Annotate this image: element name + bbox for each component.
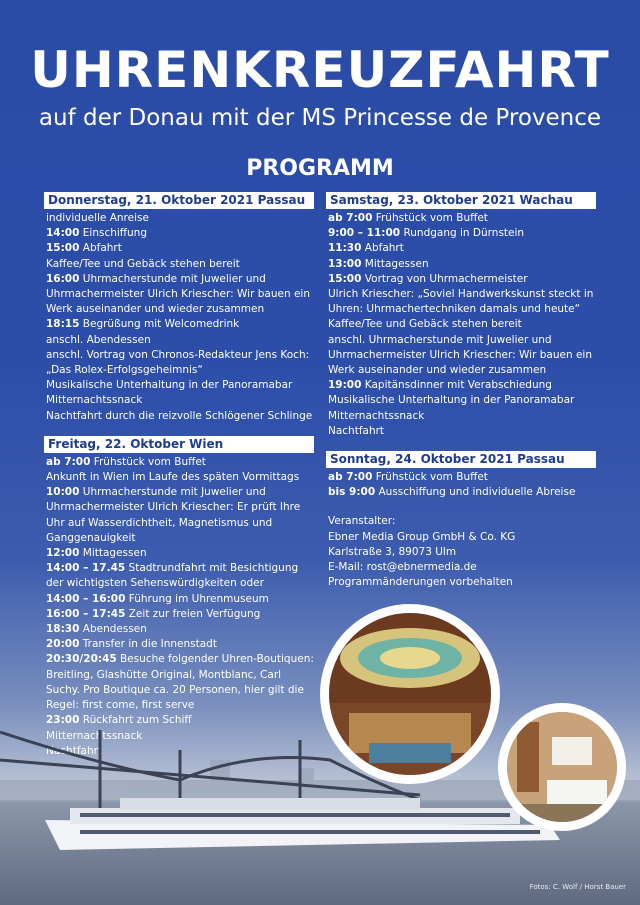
program-text: Mittagessen [79, 547, 147, 560]
program-text: Ankunft in Wien im Laufe des späten Vormittags [46, 471, 300, 484]
program-text: individuelle Anreise [46, 212, 149, 224]
program-item [46, 393, 314, 408]
program-item [328, 333, 596, 379]
program-text: Transfer in die Innenstadt [79, 638, 217, 651]
program-text: Frühstück vom Buffet [372, 212, 488, 224]
program-item [46, 592, 314, 607]
program-item [46, 317, 314, 332]
program-text: Rundgang in Dürnstein [400, 227, 525, 240]
day-block [328, 192, 596, 439]
program-item [46, 455, 314, 470]
program-item [46, 409, 314, 424]
program-item [328, 241, 596, 256]
program-time: 15:00 [328, 272, 362, 285]
right-column [328, 192, 596, 590]
program-text: Kaffee/Tee und Gebäck stehen bereit [328, 318, 522, 331]
program-text: Mitternachtssnack [46, 394, 143, 407]
program-text: Rückfahrt zum Schiff [79, 714, 192, 727]
program-text: Vortrag von Uhrmachermeister [361, 272, 528, 285]
program-item [328, 393, 596, 408]
program-text: Nachtfahrt [328, 424, 385, 437]
organizer-block [328, 514, 596, 590]
program-item [46, 348, 314, 363]
program-text: Mitternachtssnack [46, 729, 143, 742]
program-text: Nachtfahrt [46, 744, 103, 757]
program-time: ab 7:00 [46, 455, 91, 468]
program-text: anschl. Vortrag von Chronos-Redakteur Jens Koch: [46, 348, 310, 361]
program-time: 14:00 – 17.45 [46, 562, 126, 575]
program-item [46, 622, 314, 637]
program-text: Ulrich Kriescher: „Soviel Handwerkskunst steckt in Uhren: Uhrmachertechniken damals und heute“ [328, 288, 594, 316]
program-text: Frühstück vom Buffet [372, 471, 488, 484]
day-heading: Freitag, 22. Oktober Wien [44, 436, 314, 453]
program-item [328, 409, 596, 424]
day-block [328, 451, 596, 500]
program-time: 9:00 – 11:00 [328, 227, 401, 240]
program-text: anschl. Uhrmacherstunde mit Juwelier und Uhrmachermeister Ulrich Kriescher: Wir bauen ein Werk auseinander und wieder zusammen [328, 333, 592, 377]
program-item [46, 241, 314, 256]
program-item [328, 226, 596, 241]
program-time: 14:00 – 16:00 [46, 592, 126, 605]
left-column [46, 192, 314, 759]
program-item [46, 363, 314, 378]
cabin-photo [498, 703, 626, 831]
program-text: Frühstück vom Buffet [90, 455, 206, 468]
program-item [46, 561, 314, 591]
program-text: Nachtfahrt durch die reizvolle Schlögener Schlinge [46, 409, 313, 422]
program-time: 16:00 [46, 272, 80, 285]
organizer-line: Ebner Media Group GmbH & Co. KG [328, 530, 516, 543]
program-time: 20:00 [46, 638, 80, 651]
program-text: Besuche folgender Uhren-Boutiquen: Breitling, Glashütte Original, Montblanc, Carl Suchy. Pro Boutique ca. 20 Personen, hier gilt die Regel: first come, first serve [46, 653, 314, 712]
program-time: 15:00 [46, 242, 80, 255]
program-item [46, 272, 314, 318]
program-text: Einschiffung [79, 227, 148, 240]
program-time: 11:30 [328, 242, 362, 255]
program-text: Mittagessen [361, 257, 429, 270]
program-time: ab 7:00 [328, 212, 373, 224]
section-heading: PROGRAMM [246, 156, 394, 181]
program-item [46, 607, 314, 622]
program-text: Kaffee/Tee und Gebäck stehen bereit [46, 257, 240, 270]
program-text: Abfahrt [361, 242, 404, 255]
program-item [46, 485, 314, 546]
program-time: 18:30 [46, 623, 80, 636]
program-text: Mitternachtssnack [328, 409, 425, 422]
program-time: 14:00 [46, 227, 80, 240]
program-item [328, 211, 596, 226]
program-item [328, 470, 596, 485]
organizer-line: Karlstraße 3, 89073 Ulm [328, 545, 457, 558]
program-time: ab 7:00 [328, 471, 373, 484]
program-text: Abfahrt [79, 242, 122, 255]
day-heading: Donnerstag, 21. Oktober 2021 Passau [44, 192, 314, 209]
program-text: Uhrmacherstunde mit Juwelier und Uhrmachermeister Ulrich Kriescher: Wir bauen ein Werk auseinander und wieder zusammen [46, 272, 310, 316]
subtitle: auf der Donau mit der MS Princesse de Provence [38, 105, 602, 131]
program-time: bis 9:00 [328, 486, 376, 499]
salon-photo [320, 604, 500, 784]
program-item [328, 272, 596, 287]
program-text: Musikalische Unterhaltung in der Panoramabar [328, 394, 575, 407]
program-item [328, 257, 596, 272]
program-text: Begrüßung mit Welcomedrink [79, 318, 240, 331]
program-text: Führung im Uhrenmuseum [125, 592, 269, 605]
program-time: 12:00 [46, 547, 80, 560]
program-text: Stadtrundfahrt mit Besichtigung der wichtigsten Sehenswürdigkeiten oder [46, 562, 299, 590]
program-time: 16:00 – 17:45 [46, 607, 126, 620]
program-item [46, 546, 314, 561]
program-time: 23:00 [46, 714, 80, 727]
program-text: anschl. Abendessen [46, 333, 151, 346]
program-text: Kapitänsdinner mit Verabschiedung [361, 379, 552, 392]
program-item [328, 424, 596, 439]
program-item [328, 485, 596, 500]
program-text: Musikalische Unterhaltung in der Panoramabar [46, 379, 293, 392]
photo-credit: Fotos: C. Wolf / Horst Bauer [529, 883, 626, 891]
program-item [328, 287, 596, 317]
program-item [328, 317, 596, 332]
program-item [46, 226, 314, 241]
organizer-line: Veranstalter: [328, 515, 396, 528]
program-time: 19:00 [328, 379, 362, 392]
program-text: Zeit zur freien Verfügung [125, 607, 261, 620]
program-item [46, 378, 314, 393]
program-time: 20:30/20:45 [46, 653, 117, 666]
program-item [46, 333, 314, 348]
program-text: Abendessen [79, 623, 147, 636]
program-text: „Das Rolex-Erfolgsgeheimnis“ [46, 364, 203, 377]
program-item [46, 470, 314, 485]
program-time: 10:00 [46, 486, 80, 499]
day-heading: Sonntag, 24. Oktober 2021 Passau [326, 451, 596, 468]
day-heading: Samstag, 23. Oktober 2021 Wachau [326, 192, 596, 209]
program-item [46, 637, 314, 652]
program-item [46, 257, 314, 272]
program-item [328, 378, 596, 393]
organizer-email[interactable]: E-Mail: rost@ebnermedia.de [328, 561, 477, 574]
program-time: 13:00 [328, 257, 362, 270]
day-block [46, 192, 314, 424]
program-text: Uhrmacherstunde mit Juwelier und Uhrmachermeister Ulrich Kriescher: Er prüft Ihre Uhr auf Wasserdichtheit, Magnetismus und Ganggenauigkeit [46, 486, 301, 544]
program-time: 18:15 [46, 318, 80, 331]
program-text: Ausschiffung und individuelle Abreise [375, 486, 576, 499]
organizer-line: Programmänderungen vorbehalten [328, 576, 513, 589]
title: UHRENKREUZFAHRT [30, 41, 610, 99]
program-item [46, 211, 314, 226]
